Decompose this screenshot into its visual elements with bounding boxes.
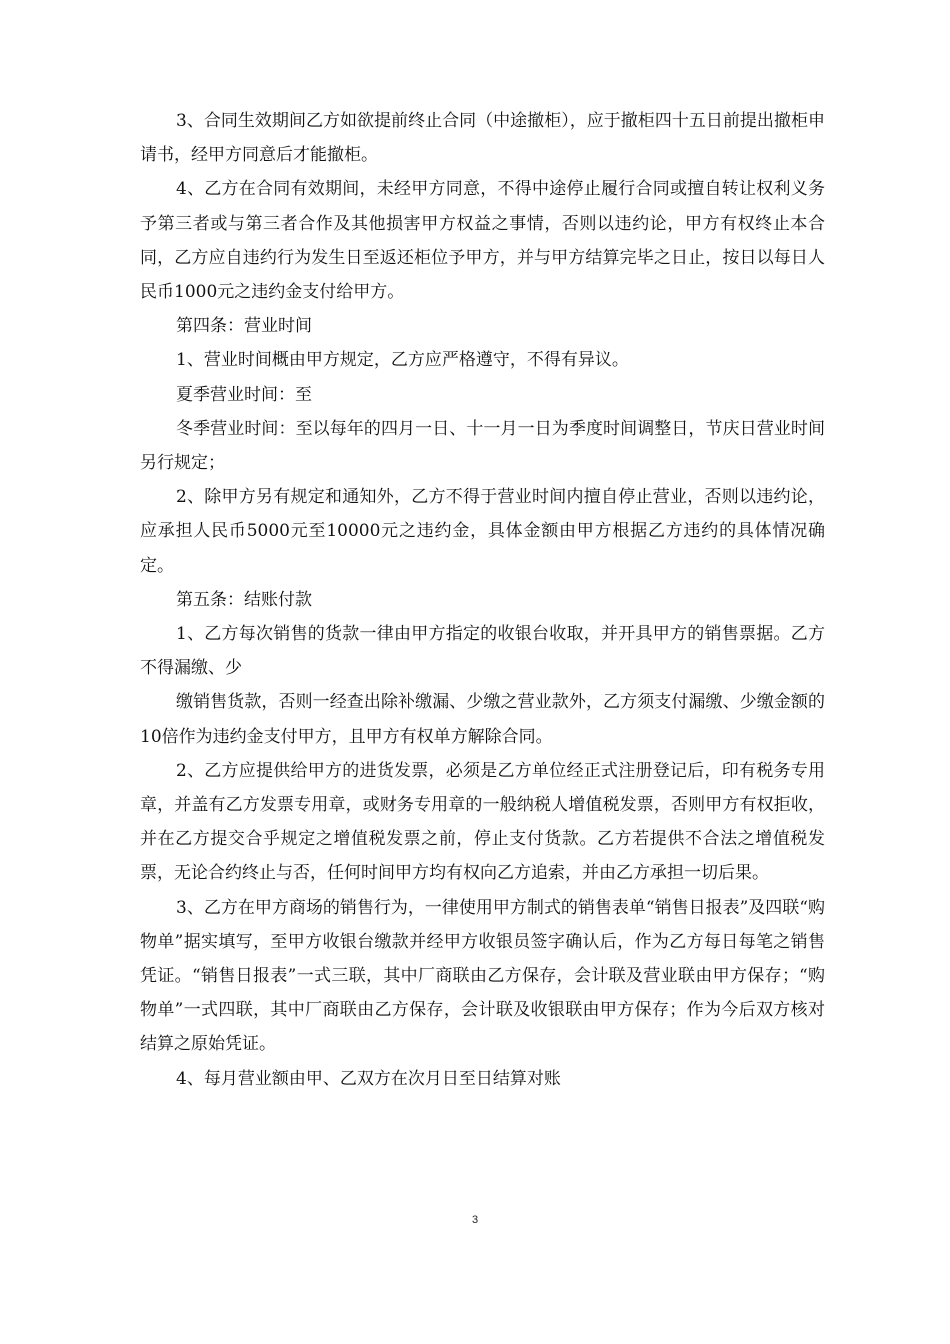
document-body <box>140 104 825 1096</box>
paragraph-payment-collection: 1、乙方每次销售的货款一律由甲方指定的收银台收取，并开具甲方的销售票据。乙方不得漏缴、少 <box>140 624 825 679</box>
paragraph-payment-penalty: 缴销售货款，否则一经查出除补缴漏、少缴之营业款外，乙方须支付漏缴、少缴金额的10倍作为违约金支付甲方，且甲方有权单方解除合同。 <box>140 692 825 747</box>
page-number: 3 <box>471 1214 479 1226</box>
paragraph-invoice-requirements: 2、乙方应提供给甲方的进货发票，必须是乙方单位经正式注册登记后，印有税务专用章，并盖有乙方发票专用章，或财务专用章的一般纳税人增值税发票，否则甲方有权拒收，并在乙方提交合乎规定之增值税发票之前，停止支付货款。乙方若提供不合法之增值税发票，无论合约终止与否，任何时间甲方均有权向乙方追索，并由乙方承担一切后果。 <box>140 760 825 884</box>
section-heading-article-5: 第五条：结账付款 <box>176 589 312 610</box>
paragraph-clause-3-early-termination: 3、合同生效期间乙方如欲提前终止合同（中途撤柜），应于撤柜四十五日前提出撤柜申请书，经甲方同意后才能撤柜。 <box>140 111 825 166</box>
paragraph-business-hours-rule: 1、营业时间概由甲方规定，乙方应严格遵守，不得有异议。 <box>176 350 629 371</box>
paragraph-winter-hours: 冬季营业时间：至以每年的四月一日、十一月一日为季度时间调整日，节庆日营业时间另行规定； <box>140 418 825 474</box>
paragraph-clause-4-breach: 4、乙方在合同有效期间，未经甲方同意，不得中途停止履行合同或擅自转让权利义务予第三者或与第三者合作及其他损害甲方权益之事情，否则以违约论，甲方有权终止本合同，乙方应自违约行为发生日至返还柜位予甲方，并与甲方结算完毕之日止，按日以每日人民币1000元之违约金支付给甲方。 <box>140 179 825 303</box>
paragraph-summer-hours: 夏季营业时间：至 <box>176 384 312 405</box>
paragraph-no-unauthorized-closure: 2、除甲方另有规定和通知外，乙方不得于营业时间内擅自停止营业，否则以违约论，应承担人民币5000元至10000元之违约金，具体金额由甲方根据乙方违约的具体情况确定。 <box>140 487 825 576</box>
paragraph-monthly-settlement: 4、每月营业额由甲、乙双方在次月日至日结算对账 <box>176 1068 561 1089</box>
section-heading-article-4: 第四条：营业时间 <box>176 316 312 337</box>
paragraph-sales-forms: 3、乙方在甲方商场的销售行为，一律使用甲方制式的销售表单“销售日报表”及四联“购物单”据实填写，至甲方收银台缴款并经甲方收银员签字确认后，作为乙方每日每笔之销售凭证。“销售日报表”一式三联，其中厂商联由乙方保存，会计联及营业联由甲方保存；“购物单”一式四联，其中厂商联由乙方保存，会计联及收银联由甲方保存；作为今后双方核对结算之原始凭证。 <box>140 897 825 1055</box>
